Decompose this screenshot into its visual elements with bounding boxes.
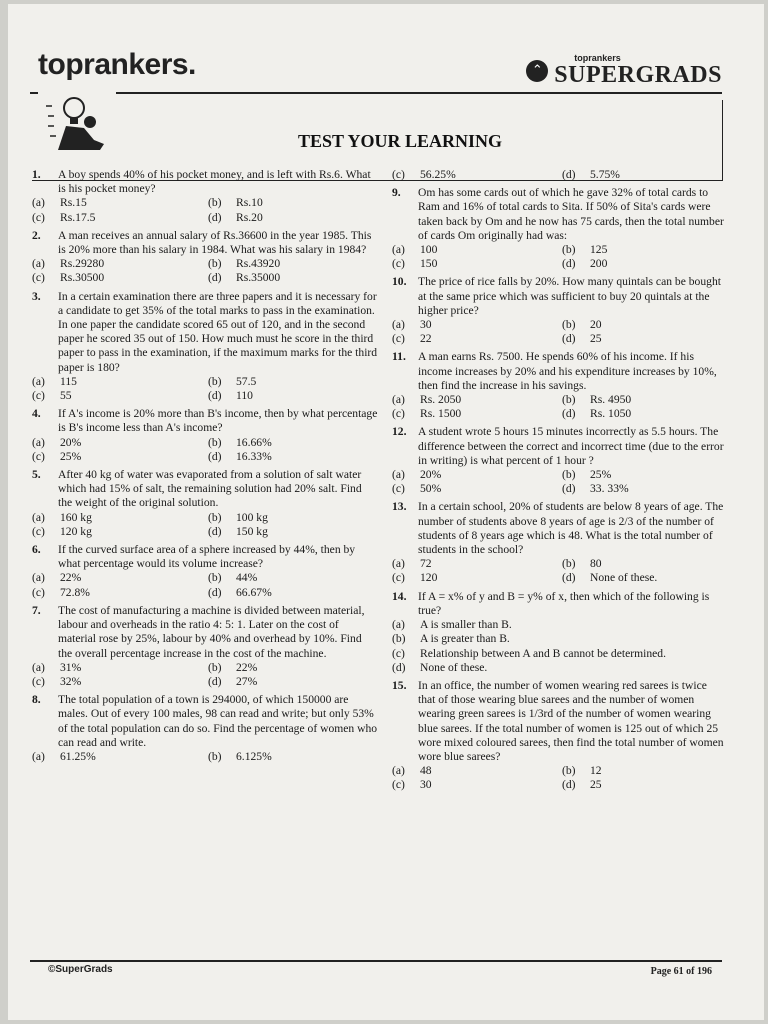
option-letter: (d) [208,389,222,403]
option-letter: (b) [392,632,406,646]
option-text: 100 kg [236,510,268,524]
options-list [392,168,726,182]
option-text: 56.25% [420,168,456,181]
option-letter: (c) [392,168,405,181]
question-number: 5. [32,468,41,482]
answer-option [562,257,726,271]
option-letter: (d) [208,271,222,285]
question-text: A man earns Rs. 7500. He spends 60% of his income. If his income increases by 20% and his expenditure increases by 10%, then find the increase in his savings. [418,350,717,392]
answer-option [32,211,202,225]
question-item [32,407,378,464]
answer-option [32,675,202,689]
option-text: 200 [590,257,608,271]
option-letter: (b) [562,393,576,407]
option-text: 50% [420,482,442,496]
answer-option [392,407,556,421]
option-letter: (b) [208,435,222,449]
option-letter: (c) [392,482,405,496]
option-letter: (b) [208,510,222,524]
answer-option [392,168,556,182]
option-letter: (d) [208,449,222,463]
answer-option [208,389,378,403]
option-text: 25 [590,332,602,346]
question-number: 13. [392,500,407,514]
options-list [392,393,726,421]
question-item [392,275,726,346]
option-letter: (c) [32,674,45,688]
question-item [32,229,378,286]
answer-option [208,271,378,285]
option-text: Rs.30500 [60,271,105,285]
options-list [32,436,378,464]
question-text: A student wrote 5 hours 15 minutes incorrectly as 5.5 hours. The difference between the correct and incorrect time (due to the error in writing) is what percent of 1 hour ? [418,425,724,467]
question-item [32,693,378,764]
answer-option [562,764,726,778]
answer-option [208,586,378,600]
answer-option [562,243,726,257]
option-letter: (d) [562,778,576,792]
answer-option [208,257,378,271]
options-list [32,257,378,285]
option-letter: (c) [32,585,45,599]
answer-option [562,778,726,792]
question-item [392,168,726,182]
option-letter: (c) [32,271,45,285]
option-letter: (a) [32,435,45,449]
answer-option [392,243,556,257]
option-letter: (a) [32,374,45,388]
options-list [32,196,378,224]
option-letter: (b) [562,243,576,257]
option-text: Rs.29280 [60,257,105,271]
supergrads-wordmark: SUPERGRADS [554,62,722,88]
options-list [32,661,378,689]
question-item [32,543,378,600]
option-text: 72.8% [60,585,90,599]
answer-option [392,764,556,778]
option-text: 25 [590,778,602,792]
question-text: A man receives an annual salary of Rs.36600 in the year 1985. This is 20% more than his salary in 1984. What was his salary in 1984? [58,228,372,257]
answer-option [32,257,202,271]
answer-option [208,750,378,764]
question-number: 3. [32,289,41,303]
option-text: 160 kg [60,510,92,524]
option-text: 20% [420,468,442,482]
answer-option [32,750,202,764]
option-letter: (b) [562,468,576,482]
option-letter: (a) [32,196,45,210]
question-number: 15. [392,678,407,692]
question-number: 8. [32,693,41,707]
option-letter: (c) [392,778,405,792]
question-item [32,168,378,225]
option-text: Rs.10 [236,196,263,210]
options-list [32,511,378,539]
answer-option [562,393,726,407]
option-letter: (c) [32,524,45,538]
option-letter: (d) [392,660,406,674]
toprankers-logo: toprankers. [38,48,196,81]
answer-option [32,436,202,450]
option-letter: (d) [208,524,222,538]
question-number: 12. [392,425,407,439]
answer-option [32,586,202,600]
option-text: 110 [236,389,253,403]
answer-option [562,557,726,571]
question-text: The cost of manufacturing a machine is divided between material, labour and overheads in the ratio 4: 5: 1. Later on the cost of material rose by 25%, labour by 40% and overhead by 10%. Find the overall percentage increase in the cost of the machine. [58,603,365,660]
option-text: 150 kg [236,524,268,538]
option-text: Rs. 1050 [590,407,632,421]
option-text: A is smaller than B. [420,618,512,632]
question-text: A boy spends 40% of his pocket money, and is left with Rs.6. What is his pocket money? [58,168,371,196]
options-list [392,318,726,346]
question-text: After 40 kg of water was evaporated from a solution of salt water which had 15% of salt, the remaining solution had 20% salt. Find the weight of the original solution. [58,468,362,510]
option-letter: (c) [32,449,45,463]
option-text: 25% [60,449,82,463]
answer-option [208,450,378,464]
option-letter: (b) [208,374,222,388]
answer-option [32,196,202,210]
option-text: 150 [420,257,438,271]
question-number: 14. [392,589,407,603]
option-letter: (b) [208,749,222,763]
question-text: The price of rice falls by 20%. How many quintals can be bought at the same price which was sufficient to buy 20 quintals at the higher price? [418,275,721,317]
option-letter: (c) [392,646,405,660]
question-item [392,186,726,271]
answer-option [392,468,556,482]
option-text: 22% [236,660,258,674]
option-letter: (c) [392,407,405,421]
answer-option [392,571,556,585]
option-text: Rs.35000 [236,271,281,285]
option-text: 5.75% [590,168,620,181]
answer-option [562,407,726,421]
supergrads-logo [526,54,722,87]
answer-option [562,168,726,182]
question-item [32,468,378,539]
answer-option [562,571,726,585]
option-text: 25% [590,468,612,482]
answer-option [562,482,726,496]
option-letter: (d) [562,571,576,585]
question-number: 1. [32,168,41,181]
option-text: 20% [60,435,82,449]
questions-right-column [392,168,726,797]
option-text: 57.5 [236,374,257,388]
question-item [392,425,726,496]
answer-option [32,389,202,403]
question-number: 2. [32,228,41,242]
option-text: 80 [590,557,602,571]
answer-option [392,318,556,332]
footer-divider [30,960,722,962]
lightbulb-thinker-icon [38,92,116,154]
option-letter: (a) [32,257,45,271]
option-letter: (d) [208,674,222,688]
answer-option [392,257,556,271]
question-text: If A's income is 20% more than B's income, then by what percentage is B's income less than A's income? [58,407,378,435]
option-letter: (b) [562,557,576,571]
chevron-up-icon: ⌃ [526,60,548,82]
question-item [392,590,726,675]
option-text: 120 [420,571,438,585]
option-letter: (a) [392,318,405,332]
option-text: 6.125% [236,749,272,763]
options-list [392,764,726,792]
option-letter: (a) [32,749,45,763]
option-text: 30 [420,318,432,332]
option-letter: (a) [32,510,45,524]
question-text: In a certain examination there are three papers and it is necessary for a candidate to get 35% of the total marks to pass in the examination. In one paper the candidate scored 65 out of 120, and in the second paper he scored 35 out of 150. How much must he score in the third paper to pass in the examination, if the maximum marks for the third paper is 180? [58,289,378,374]
option-letter: (a) [32,660,45,674]
option-text: None of these. [420,660,488,674]
answer-option [562,332,726,346]
option-text: 72 [420,557,432,571]
supergrads-tagline: toprankers [574,53,621,63]
option-text: 115 [60,374,77,388]
answer-option [392,778,556,792]
answer-option [392,661,726,675]
answer-option [208,211,378,225]
question-text: In a certain school, 20% of students are below 8 years of age. The number of students above 8 years of age is 2/3 of the number of students of 8 years age which is 48. What is the total number of students in the school? [418,500,724,557]
option-text: 16.66% [236,435,272,449]
answer-option [392,482,556,496]
question-text: The total population of a town is 294000, of which 150000 are males. Out of every 100 males, 98 can read and write; but only 53% of the total population can do so. Find the percentage of women who can read and write. [58,693,378,749]
answer-option [32,571,202,585]
answer-option [392,647,726,661]
question-item [32,290,378,404]
footer-copyright: ©SuperGrads [48,964,113,975]
question-item [32,604,378,689]
option-text: 31% [60,660,82,674]
question-number: 9. [392,186,401,200]
option-text: 44% [236,571,258,585]
answer-option [32,271,202,285]
option-letter: (c) [32,389,45,403]
answer-option [208,675,378,689]
option-text: 120 kg [60,524,92,538]
option-text: 30 [420,778,432,792]
option-letter: (c) [392,571,405,585]
question-number: 4. [32,407,41,421]
option-letter: (d) [208,585,222,599]
option-text: None of these. [590,571,658,585]
option-letter: (a) [392,393,405,407]
option-letter: (b) [562,764,576,778]
option-text: 16.33% [236,449,272,463]
options-list [32,750,378,764]
option-text: Rs. 1500 [420,407,462,421]
answer-option [392,632,726,646]
option-text: 66.67% [236,585,272,599]
option-text: Rs.15 [60,196,87,210]
answer-option [208,661,378,675]
options-list [392,243,726,271]
answer-option [562,468,726,482]
option-text: Rs. 2050 [420,393,462,407]
options-list [392,557,726,585]
question-item [392,350,726,421]
option-letter: (b) [208,196,222,210]
option-letter: (d) [562,482,576,496]
option-letter: (a) [392,764,405,778]
answer-option [32,450,202,464]
answer-option [32,511,202,525]
page-number: Page 61 of 196 [650,966,712,977]
question-text: Om has some cards out of which he gave 32% of total cards to Ram and 16% of total cards to Sita. If 50% of Sita's cards were taken back by Om and he now has 75 cards, then the total number of cards Om originally had was: [418,186,724,242]
answer-option [208,436,378,450]
option-text: A is greater than B. [420,632,510,646]
option-letter: (c) [392,332,405,346]
option-letter: (a) [392,557,405,571]
option-text: Rs.43920 [236,257,281,271]
question-item [392,500,726,585]
question-number: 6. [32,543,41,557]
answer-option [208,571,378,585]
option-text: 33. 33% [590,482,629,496]
option-text: 12 [590,764,602,778]
option-letter: (d) [562,168,576,181]
option-text: 22% [60,571,82,585]
section-title: TEST YOUR LEARNING [298,131,503,151]
option-letter: (a) [392,243,405,257]
option-letter: (a) [392,618,405,632]
options-list [32,571,378,599]
option-text: 100 [420,243,438,257]
option-letter: (d) [562,407,576,421]
answer-option [32,375,202,389]
option-letter: (d) [562,332,576,346]
questions-left-column [32,168,378,768]
question-number: 7. [32,603,41,617]
option-text: 55 [60,389,72,403]
answer-option [562,318,726,332]
option-letter: (a) [392,468,405,482]
option-text: 22 [420,332,432,346]
question-number: 10. [392,275,407,289]
answer-option [32,525,202,539]
answer-option [208,511,378,525]
option-text: Rs.17.5 [60,210,96,224]
question-number: 11. [392,350,406,364]
option-letter: (c) [392,257,405,271]
answer-option [392,557,556,571]
answer-option [32,661,202,675]
answer-option [392,332,556,346]
question-text: If A = x% of y and B = y% of x, then which of the following is true? [418,589,710,617]
option-letter: (a) [32,571,45,585]
options-list [32,375,378,403]
option-text: 20 [590,318,602,332]
question-text: If the curved surface area of a sphere increased by 44%, then by what percentage would its volume increase? [58,543,356,571]
option-text: Rs. 4950 [590,393,632,407]
question-item [392,679,726,793]
option-letter: (b) [208,257,222,271]
page [8,4,764,1020]
answer-option [392,393,556,407]
option-letter: (b) [562,318,576,332]
options-list [392,468,726,496]
option-text: 27% [236,674,258,688]
header-divider [30,92,722,94]
option-letter: (d) [208,210,222,224]
answer-option [392,618,726,632]
answer-option [208,196,378,210]
option-text: Rs.20 [236,210,263,224]
option-letter: (d) [562,257,576,271]
option-letter: (c) [32,210,45,224]
option-text: Relationship between A and B cannot be determined. [420,646,666,660]
question-text: In an office, the number of women wearing red sarees is twice that of those wearing blue sarees and the number of women wearing green sarees is 1/3rd of the number of women wearing blue sarees. If the total number of women is 125 out of which 25 wore mixed coloured sarees, then find the total number of women wore blue sarees? [418,678,724,763]
answer-option [208,375,378,389]
option-letter: (b) [208,571,222,585]
options-list [392,618,726,675]
answer-option [208,525,378,539]
option-text: 32% [60,674,82,688]
option-letter: (b) [208,660,222,674]
option-text: 125 [590,243,608,257]
option-text: 61.25% [60,749,96,763]
option-text: 48 [420,764,432,778]
